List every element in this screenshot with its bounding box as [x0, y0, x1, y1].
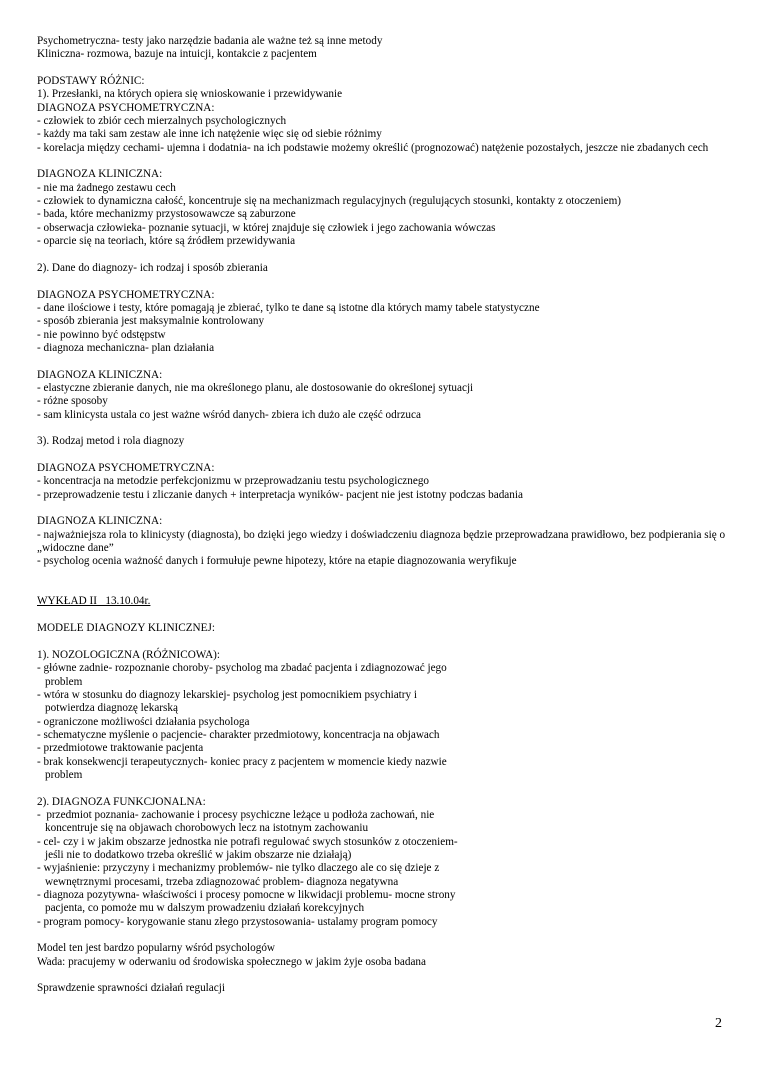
list-item: - cel- czy i w jakim obszarze jednostka nie potrafi regulować swych stosunków z otoczeniem- [37, 835, 458, 848]
text-line: Model ten jest bardzo popularny wśród psychologów [37, 942, 276, 955]
list-item: - dane ilościowe i testy, które pomagają je zbierać, tylko te dane są istotne dla których mamy tabele statystyczne [37, 301, 540, 314]
subheading: 2). DIAGNOZA FUNKCJONALNA: [37, 795, 206, 808]
blank-line [37, 635, 737, 648]
document-body [37, 35, 737, 996]
list-item: - sposób zbierania jest maksymalnie kontrolowany [37, 315, 265, 328]
blank-line [37, 355, 737, 368]
list-item: - najważniejsza rola to klinicysty (diagnosta), bo dzięki jego wiedzy i doświadczeniu diagnoza będzie przeprowadzana prawidłowo, bez podpierania się o „widoczne dane” [37, 528, 728, 555]
list-item-continuation: potwierdza diagnozę lekarską [45, 702, 178, 715]
blank-line [37, 969, 737, 982]
blank-line [37, 275, 737, 288]
list-item-continuation: jeśli nie to dodatkowo trzeba określić w jakim obszarze nie działają) [45, 848, 352, 861]
blank-line [37, 155, 737, 168]
subheading: DIAGNOZA PSYCHOMETRYCZNA: [37, 101, 215, 114]
list-item: - koncentracja na metodzie perfekcjonizmu w przeprowadzaniu testu psychologicznego [37, 475, 430, 488]
list-item: - sam klinicysta ustala co jest ważne wśród danych- zbiera ich dużo ale część odrzuca [37, 408, 421, 421]
subheading: DIAGNOZA KLINICZNA: [37, 168, 163, 181]
list-item: - brak konsekwencji terapeutycznych- koniec pracy z pacjentem w momencie kiedy nazwie [37, 755, 447, 768]
list-item: - diagnoza mechaniczna- plan działania [37, 341, 215, 354]
list-item: - korelacja między cechami- ujemna i dodatnia- na ich podstawie możemy określić (prognozować) natężenie pozostałych, jeszcze nie zbadanych cech [37, 141, 709, 154]
section-heading: MODELE DIAGNOZY KLINICZNEJ: [37, 622, 215, 635]
blank-line [37, 569, 737, 582]
blank-line [37, 609, 737, 622]
subheading: DIAGNOZA PSYCHOMETRYCZNA: [37, 288, 215, 301]
text-line: Kliniczna- rozmowa, bazuje na intuicji, kontakcie z pacjentem [37, 48, 317, 61]
text-line: 3). Rodzaj metod i rola diagnozy [37, 435, 185, 448]
lecture-heading: WYKŁAD II 13.10.04r. [37, 595, 151, 608]
list-item: - nie ma żadnego zestawu cech [37, 181, 176, 194]
list-item: - schematyczne myślenie o pacjencie- charakter przedmiotowy, koncentracja na objawach [37, 728, 440, 741]
list-item: - psycholog ocenia ważność danych i formułuje pewne hipotezy, które na etapie diagnozowania weryfikuje [37, 555, 517, 568]
text-line: 2). Dane do diagnozy- ich rodzaj i sposób zbierania [37, 261, 268, 274]
text-line: 1). Przesłanki, na których opiera się wnioskowanie i przewidywanie [37, 88, 343, 101]
list-item: - wtóra w stosunku do diagnozy lekarskiej- psycholog jest pomocnikiem psychiatry i [37, 688, 417, 701]
subheading: DIAGNOZA PSYCHOMETRYCZNA: [37, 462, 215, 474]
list-item: - elastyczne zbieranie danych, nie ma określonego planu, ale dostosowanie do określonej sytuacji [37, 381, 474, 394]
list-item-continuation: problem [45, 675, 83, 688]
blank-line [37, 582, 737, 595]
subheading: DIAGNOZA KLINICZNA: [37, 515, 163, 528]
blank-line [37, 422, 737, 435]
blank-line [37, 502, 737, 515]
blank-line [37, 62, 737, 75]
list-item: - oparcie się na teoriach, które są źródłem przewidywania [37, 235, 296, 248]
subheading: DIAGNOZA KLINICZNA: [37, 368, 163, 381]
list-item-continuation: koncentruje się na objawach chorobowych lecz na istotnym zachowaniu [45, 822, 369, 835]
list-item: - przeprowadzenie testu i zliczanie danych + interpretacja wyników- pacjent nie jest istotny podczas badania [37, 488, 523, 501]
list-item: - różne sposoby [37, 395, 108, 408]
list-item: - przedmiotowe traktowanie pacjenta [37, 742, 204, 755]
section-heading: PODSTAWY RÓŻNIC: [37, 75, 145, 88]
blank-line [37, 449, 737, 462]
text-line: Sprawdzenie sprawności działań regulacji [37, 982, 225, 995]
list-item-continuation: wewnętrznymi procesami, trzeba zdiagnozować problem- diagnoza negatywna [45, 875, 399, 888]
list-item: - program pomocy- korygowanie stanu złego przystosowania- ustalamy program pomocy [37, 915, 438, 928]
blank-line [37, 782, 737, 795]
text-line: Wada: pracujemy w oderwaniu od środowiska społecznego w jakim żyje osoba badana [37, 955, 426, 968]
list-item: - diagnoza pozytywna- właściwości i procesy pomocne w likwidacji problemu- mocne strony [37, 889, 456, 901]
list-item-continuation: pacjenta, co pomoże mu w dalszym prowadzeniu działań korekcyjnych [45, 902, 365, 915]
list-item: - obserwacja człowieka- poznanie sytuacji, w której znajduje się człowiek i jego zachowania wówczas [37, 221, 496, 234]
list-item-continuation: problem [45, 768, 83, 781]
text-line: Psychometryczna- testy jako narzędzie badania ale ważne też są inne metody [37, 35, 383, 47]
subheading: 1). NOZOLOGICZNA (RÓŻNICOWA): [37, 648, 221, 661]
list-item: - człowiek to zbiór cech mierzalnych psychologicznych [37, 115, 287, 128]
page-number: 2 [715, 1016, 722, 1031]
list-item: - nie powinno być odstępstw [37, 328, 166, 341]
list-item: - wyjaśnienie: przyczyny i mechanizmy problemów- nie tylko dlaczego ale co się dzieje z [37, 862, 440, 875]
list-item: - każdy ma taki sam zestaw ale inne ich natężenie więc się od siebie różnimy [37, 128, 382, 141]
list-item: - bada, które mechanizmy przystosowawcze są zaburzone [37, 208, 296, 221]
list-item: - ograniczone możliwości działania psychologa [37, 715, 250, 728]
blank-line [37, 929, 737, 942]
list-item: - przedmiot poznania- zachowanie i procesy psychiczne leżące u podłoża zachowań, nie [37, 808, 435, 821]
list-item: - człowiek to dynamiczna całość, koncentruje się na mechanizmach regulacyjnych (regulujących stosunki, kontakty z otoczeniem) [37, 195, 622, 208]
list-item: - główne zadnie- rozpoznanie choroby- psycholog ma zbadać pacjenta i zdiagnozować jego [37, 662, 447, 675]
blank-line [37, 249, 737, 262]
